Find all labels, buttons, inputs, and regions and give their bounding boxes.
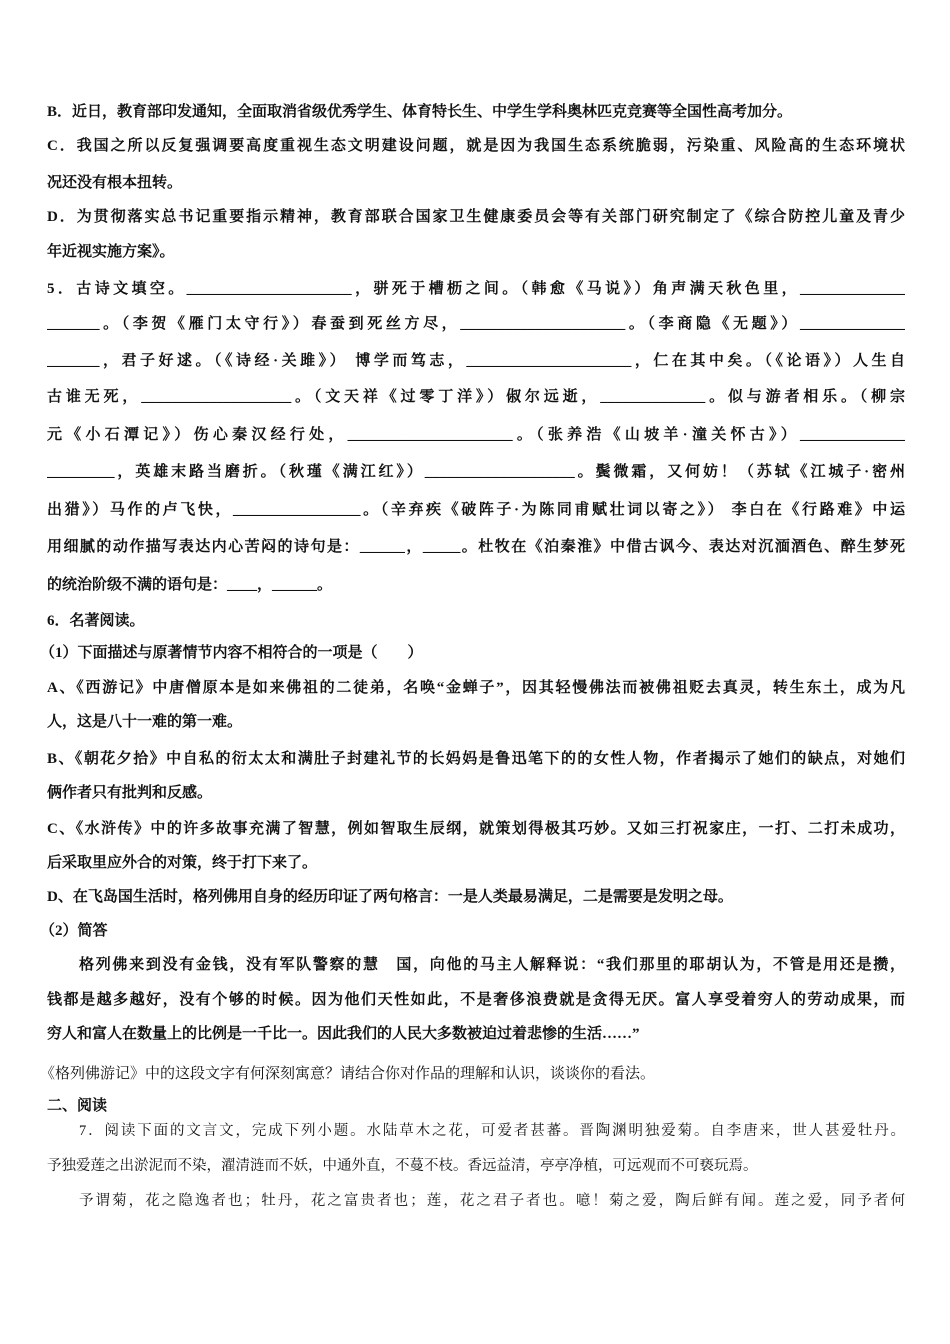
- option-d-line1: D．为贯彻落实总书记重要指示精神，教育部联合国家卫生健康委员会等有关部门研究制定了《综合防控儿童及青少: [47, 209, 905, 225]
- q5-line: 5．古诗文填空。______________________，骈死于槽枥之间。（韩愈《马说》）角声满天秋色里，______________: [47, 281, 905, 297]
- q6-sub1: （1）下面描述与原著情节内容不相符合的一项是（ ）: [40, 645, 423, 661]
- q5-line: _______，君子好逑。（《诗经·关雎》） 博学而笃志，______________________，仁在其中矣。（《论语》）人生自: [47, 353, 905, 369]
- q5-line: 古谁无死，____________________。（文天祥《过零丁洋》）俶尔远逝，______________。似与游者相乐。（柳宗: [47, 389, 905, 405]
- q6-option-a-line2: 人，这是八十一难的第一难。: [47, 714, 243, 730]
- q6-option-b-line2: 俩作者只有批判和反感。: [47, 785, 213, 801]
- section-heading: 二、阅读: [47, 1098, 108, 1114]
- option-c-line2: 况还没有根本扭转。: [47, 175, 183, 191]
- q7-line: 予独爱莲之出淤泥而不染，濯清涟而不妖，中通外直，不蔓不枝。香远益清，亭亭净植，可远观而不可亵玩焉。: [47, 1158, 758, 1174]
- q6-option-c-line1: C、《水浒传》中的许多故事充满了智慧，例如智取生辰纲，就策划得极其巧妙。又如三打祝家庄，一打、二打未成功，: [47, 821, 905, 837]
- q6-question: 《格列佛游记》中的这段文字有何深刻寓意？请结合你对作品的理解和认识，谈谈你的看法。: [40, 1066, 656, 1082]
- q5-line: 元《小石潭记》）伤心秦汉经行处，______________________。（张养浩《山坡羊·潼关怀古》）______________: [47, 427, 905, 443]
- passage-line: 格列佛来到没有金钱，没有军队警察的慧 国，向他的马主人解释说：“我们那里的耶胡认为，不管是用还是攒，: [79, 957, 905, 973]
- q6-option-c-line2: 后采取里应外合的对策，终于打下来了。: [47, 855, 318, 871]
- q5-line: 用细腻的动作描写表达内心苦闷的诗句是：______，_____。杜牧在《泊秦淮》中借古讽今、表达对沉湎酒色、醉生梦死: [47, 539, 905, 555]
- option-d-line2: 年近视实施方案》。: [47, 244, 175, 260]
- q6-option-a-line1: A、《西游记》中唐僧原本是如来佛祖的二徒弟，名唤“金蝉子”，因其轻慢佛法而被佛祖贬去真灵，转生东土，成为凡: [47, 680, 905, 696]
- option-c-line1: C．我国之所以反复强调要高度重视生态文明建设问题，就是因为我国生态系统脆弱，污染重、风险高的生态环境状: [47, 138, 905, 154]
- q5-line: 的统治阶级不满的语句是：____，______。: [47, 577, 333, 593]
- q5-line: _________，英雄末路当磨折。（秋瑾《满江红》）____________________。鬓微霜，又何妨！（苏轼《江城子·密州: [47, 464, 905, 480]
- q7-line: 予谓菊，花之隐逸者也；牡丹，花之富贵者也；莲，花之君子者也。噫！菊之爱，陶后鲜有闻。莲之爱，同予者何: [79, 1193, 905, 1209]
- option-b: B．近日，教育部印发通知，全面取消省级优秀学生、体育特长生、中学生学科奥林匹克竞赛等全国性高考加分。: [47, 104, 793, 120]
- q6-option-d: D、在飞岛国生活时，格列佛用自身的经历印证了两句格言：一是人类最易满足，二是需要是发明之母。: [47, 889, 733, 905]
- q6-title: 6．名著阅读。: [47, 613, 145, 629]
- q6-option-b-line1: B、《朝花夕拾》中自私的衍太太和满肚子封建礼节的长妈妈是鲁迅笔下的的女性人物，作者揭示了她们的缺点，对她们: [47, 751, 905, 767]
- q7-line: 7．阅读下面的文言文，完成下列小题。水陆草木之花，可爱者甚蕃。晋陶渊明独爱菊。自李唐来，世人甚爱牡丹。: [79, 1123, 905, 1139]
- passage-line: 穷人和富人在数量上的比例是一千比一。因此我们的人民大多数被迫过着悲惨的生活……”: [47, 1026, 640, 1042]
- q6-sub2: （2）简答: [40, 923, 108, 939]
- passage-line: 钱都是越多越好，没有个够的时候。因为他们天性如此，不是奢侈浪费就是贪得无厌。富人享受着穷人的劳动成果，而: [47, 992, 905, 1008]
- q5-line: 出猎》）马作的卢飞快，_________________。（辛弃疾《破阵子·为陈同甫赋壮词以寄之》） 李白在《行路难》中运: [47, 502, 905, 518]
- q5-line: _______。（李贺《雁门太守行》）春蚕到死丝方尽，______________________。（李商隐《无题》）______________: [47, 316, 905, 332]
